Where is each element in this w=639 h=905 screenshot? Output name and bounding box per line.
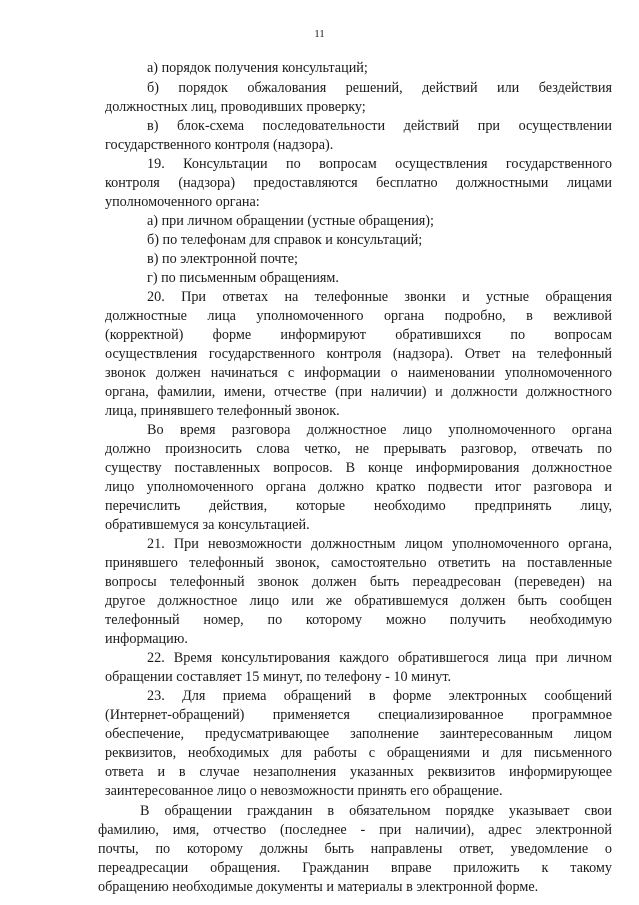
text-line: контроля (надзора) предоставляются бесплатно должностными лицами bbox=[105, 175, 612, 191]
text-line: 21. При невозможности должностным лицом уполномоченного органа, bbox=[147, 536, 612, 552]
text-line: В обращении гражданин в обязательном порядке указывает свои bbox=[140, 803, 612, 819]
text-line: почты, по которому должны быть направлены ответ, уведомление о bbox=[98, 841, 612, 857]
text-line: информацию. bbox=[105, 631, 188, 647]
text-line: г) по письменным обращениям. bbox=[147, 270, 339, 286]
text-line: другое должностное лицо или же обратившемуся должен быть сообщен bbox=[105, 593, 612, 609]
text-line: государственного контроля (надзора). bbox=[105, 137, 334, 153]
text-line: принявшего телефонный звонок, самостоятельно ответить на поставленные bbox=[105, 555, 612, 571]
text-line: (Интернет-обращений) применяется специализированное программное bbox=[105, 707, 612, 723]
text-line: (корректной) форме информируют обратившихся по вопросам bbox=[105, 327, 612, 343]
text-line: звонок должен начинаться с информации о наименовании уполномоченного bbox=[105, 365, 612, 381]
text-line: а) при личном обращении (устные обращения); bbox=[147, 213, 434, 229]
text-line: должностных лиц, проводивших проверку; bbox=[105, 99, 366, 115]
text-line: реквизитов, необходимых для работы с обращениями и для письменного bbox=[105, 745, 612, 761]
text-line: органа, фамилии, имени, отчестве (при наличии) и должности должностного bbox=[105, 384, 612, 400]
text-line: 22. Время консультирования каждого обратившегося лица при личном bbox=[147, 650, 612, 666]
text-line: заинтересованное лицо о невозможности принять его обращение. bbox=[105, 783, 503, 799]
text-line: обратившемуся за консультацией. bbox=[105, 517, 310, 533]
text-line: перечислить действия, которые необходимо предпринять лицу, bbox=[105, 498, 612, 514]
text-line: лица, принявшего телефонный звонок. bbox=[105, 403, 340, 419]
text-line: а) порядок получения консультаций; bbox=[147, 60, 368, 76]
text-line: должностные лица уполномоченного органа подробно, в вежливой bbox=[105, 308, 612, 324]
text-line: обеспечение, предусматривающее заполнение заинтересованным лицом bbox=[105, 726, 612, 742]
text-line: осуществления государственного контроля (надзора). Ответ на телефонный bbox=[105, 346, 612, 362]
text-line: 19. Консультации по вопросам осуществления государственного bbox=[147, 156, 612, 172]
text-line: в) блок-схема последовательности действий при осуществлении bbox=[147, 118, 612, 134]
text-line: ответа и в случае незаполнения указанных реквизитов информирующее bbox=[105, 764, 612, 780]
text-line: 20. При ответах на телефонные звонки и устные обращения bbox=[147, 289, 612, 305]
text-line: лицо уполномоченного органа должно кратко подвести итог разговора и bbox=[105, 479, 612, 495]
text-line: б) порядок обжалования решений, действий или бездействия bbox=[147, 80, 612, 96]
text-line: вопросы телефонный звонок должен быть переадресован (переведен) на bbox=[105, 574, 612, 590]
text-line: фамилию, имя, отчество (последнее - при наличии), адрес электронной bbox=[98, 822, 612, 838]
text-line: обращению необходимые документы и материалы в электронной форме. bbox=[98, 879, 539, 895]
text-line: уполномоченного органа: bbox=[105, 194, 260, 210]
text-line: б) по телефонам для справок и консультаций; bbox=[147, 232, 423, 248]
page-number: 11 bbox=[314, 28, 325, 40]
text-line: переадресации обращения. Гражданин вправе приложить к такому bbox=[98, 860, 612, 876]
text-line: Во время разговора должностное лицо уполномоченного органа bbox=[147, 422, 612, 438]
text-line: в) по электронной почте; bbox=[147, 251, 298, 267]
text-line: 23. Для приема обращений в форме электронных сообщений bbox=[147, 688, 612, 704]
text-line: обращении составляет 15 минут, по телефону - 10 минут. bbox=[105, 669, 452, 685]
text-line: должно произносить слова четко, не прерывать разговор, отвечать по bbox=[105, 441, 612, 457]
text-line: телефонный номер, по которому можно получить необходимую bbox=[105, 612, 612, 628]
text-line: существу поставленных вопросов. В конце информирования должностное bbox=[105, 460, 612, 476]
